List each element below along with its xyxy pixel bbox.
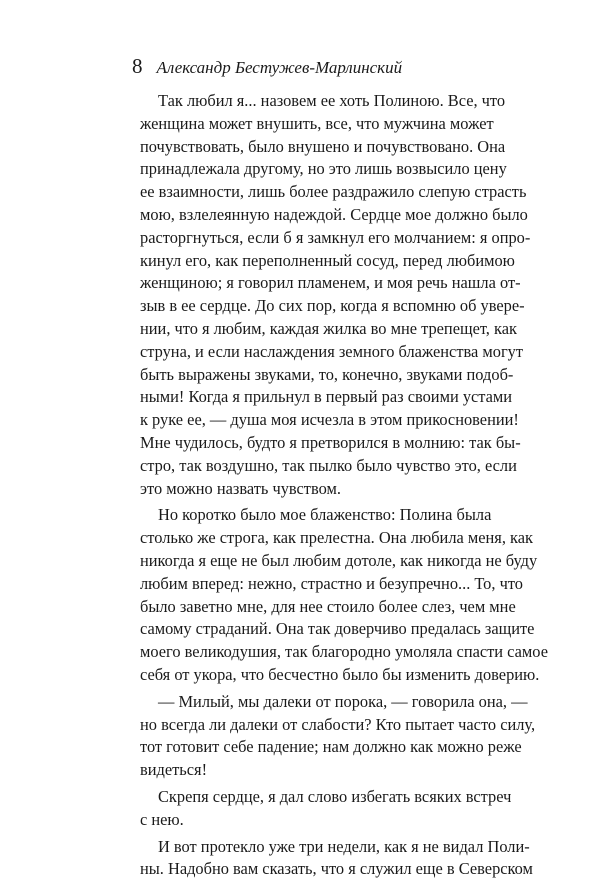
- text-line: самому страданий. Она так доверчиво предалась защите: [140, 619, 535, 639]
- text-line: никогда я еще не был любим дотоле, как никогда не буду: [140, 550, 538, 570]
- text-line: И вот протекло уже три недели, как я не видал Поли-: [158, 836, 530, 856]
- running-head: [132, 54, 402, 79]
- text-line: женщина может внушить, все, что мужчина может: [140, 113, 494, 133]
- book-title: Александр Бестужев-Марлинский: [156, 58, 403, 77]
- text-line: это можно назвать чувством.: [140, 478, 341, 498]
- text-line: с нею.: [140, 809, 184, 829]
- text-line: мою, взлелеянную надеждой. Сердце мое должно было: [140, 204, 528, 224]
- paragraph: [140, 836, 533, 882]
- text-line: столько же строга, как прелестна. Она любила меня, как: [140, 528, 533, 548]
- text-line: было заветно мне, для нее стоило более слез, чем мне: [140, 596, 516, 616]
- paragraph: [140, 691, 536, 782]
- text-line: — Милый, мы далеки от порока, — говорила она, —: [158, 691, 528, 711]
- text-line: кинул его, как переполненный сосуд, перед любимою: [140, 250, 515, 270]
- text-line: Скрепя сердце, я дал слово избегать всяких встреч: [158, 786, 512, 806]
- text-line: зыв в ее сердце. До сих пор, когда я вспомню об увере-: [140, 296, 525, 316]
- text-line: любим вперед: нежно, страстно и безупречно... То, что: [140, 573, 523, 593]
- text-line: стро, так воздушно, так пылко было чувство это, если: [140, 455, 517, 475]
- text-line: нии, что я любим, каждая жилка во мне трепещет, как: [140, 318, 517, 338]
- text-line: ны. Надобно вам сказать, что я служил еще в Северском: [140, 859, 533, 879]
- page-number: 8: [132, 54, 143, 78]
- paragraph: [140, 786, 512, 832]
- text-line: расторгнуться, если б я замкнул его молчанием: я опро-: [140, 227, 531, 247]
- text-line: Но коротко было мое блаженство: Полина была: [158, 505, 492, 525]
- body-text: [140, 90, 548, 885]
- text-line: видеться!: [140, 760, 208, 780]
- text-line: к руке ее, — душа моя исчезла в этом прикосновении!: [140, 410, 519, 430]
- text-line: струна, и если наслаждения земного блаженства могут: [140, 341, 524, 361]
- text-line: женщиною; я говорил пламенем, и моя речь нашла от-: [140, 273, 521, 293]
- paragraph: [140, 90, 531, 500]
- text-line: почувствовать, было внушено и почувствовано. Она: [140, 136, 506, 156]
- paragraph: [140, 504, 548, 686]
- text-line: Мне чудилось, будто я претворился в молнию: так бы-: [140, 432, 521, 452]
- text-line: но всегда ли далеки от слабости? Кто пытает часто силу,: [140, 714, 536, 734]
- text-line: тот готовит себе падение; нам должно как можно реже: [140, 737, 522, 757]
- text-line: себя от укора, что бесчестно было бы изменить доверию.: [140, 664, 540, 684]
- text-line: ее взаимности, лишь более раздражило слепую страсть: [140, 182, 527, 202]
- text-line: моего великодушия, так благородно умоляла спасти самое: [140, 642, 548, 662]
- text-line: ными! Когда я прильнул в первый раз своими устами: [140, 387, 513, 407]
- text-line: быть выражены звуками, то, конечно, звуками подоб-: [140, 364, 514, 384]
- text-line: принадлежала другому, но это лишь возвысило цену: [140, 159, 507, 179]
- text-line: Так любил я... назовем ее хоть Полиною. Все, что: [158, 91, 506, 110]
